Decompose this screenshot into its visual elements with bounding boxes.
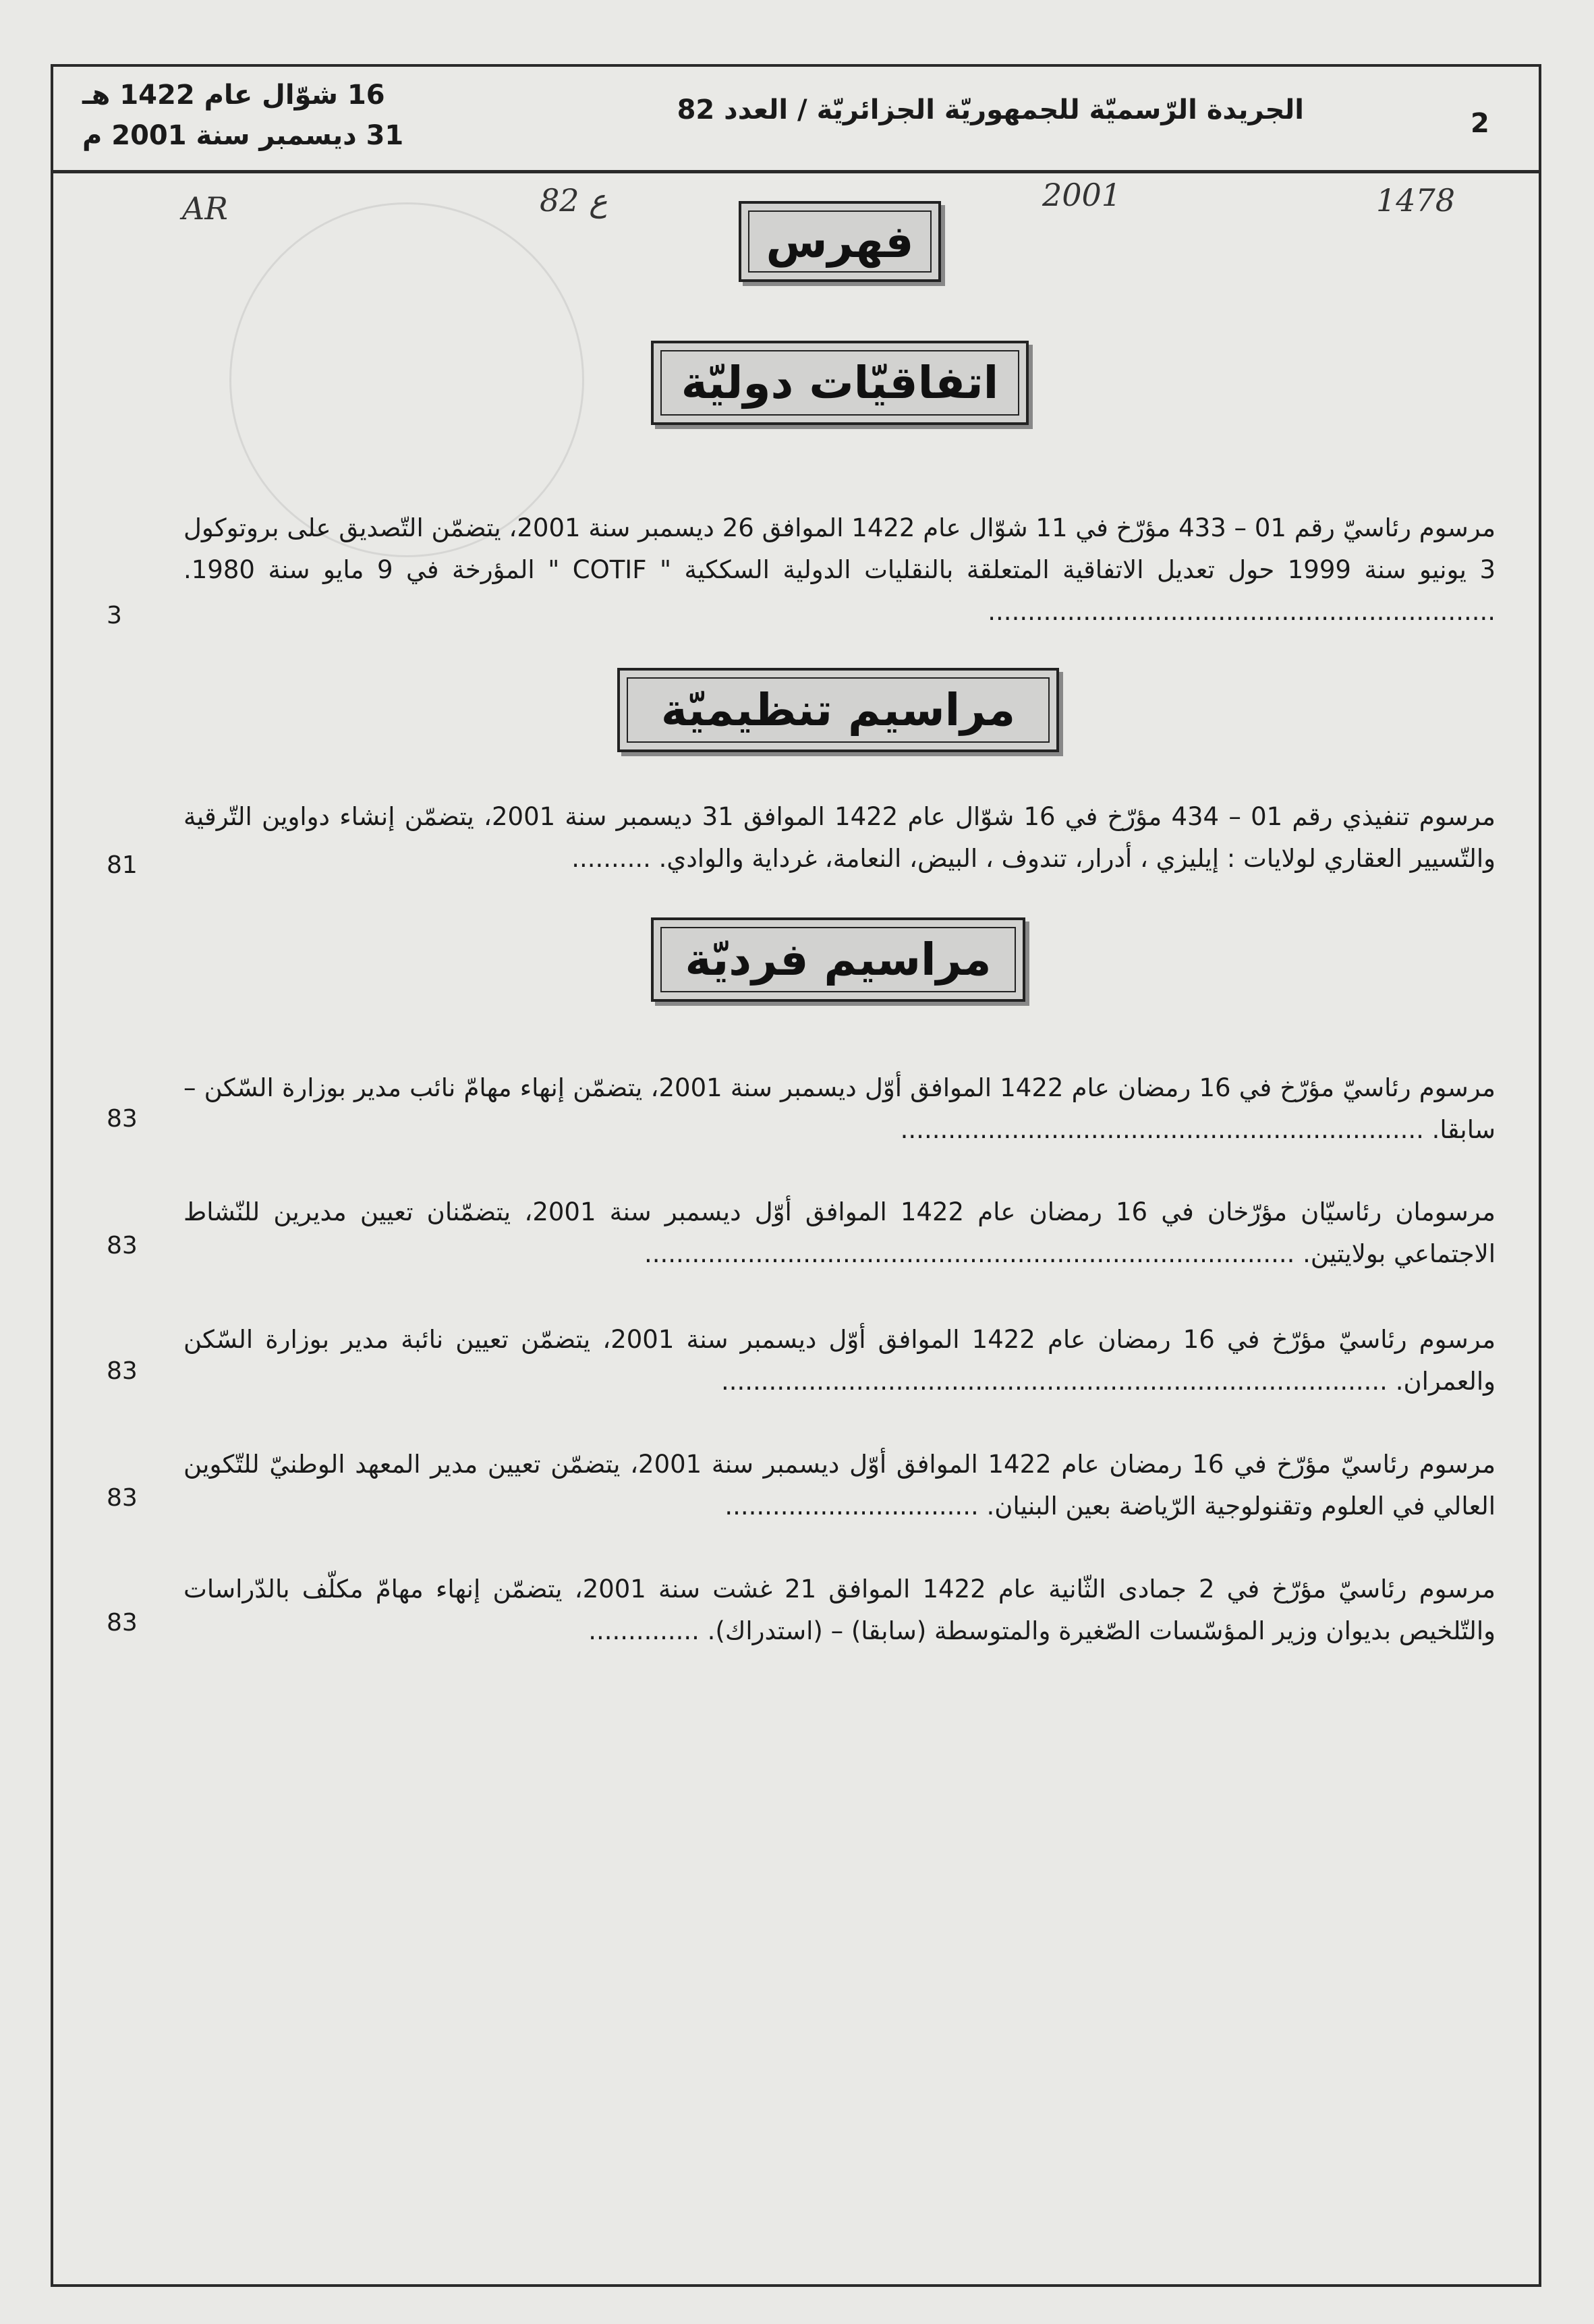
index-entry: مرسوم رئاسيّ مؤرّخ في 16 رمضان عام 1422 الموافق أوّل ديسمبر سنة 2001، يتضمّن إنهاء مهامّ نائب مدير بوزارة السّكن – سابقا. .................................................................. <box>183 1073 1496 1144</box>
section-title-individual-decrees: مراسيم فرديّة <box>651 917 1025 1002</box>
index-entry: مرسوم رئاسيّ مؤرّخ في 2 جمادى الثّانية عام 1422 الموافق 21 غشت سنة 2001، يتضمّن إنهاء مهامّ مكلّف بالدّراسات والتّلخيص بديوان وزير المؤسّسات الصّغيرة والمتوسطة (سابقا) – (استدراك). .............. <box>183 1575 1496 1645</box>
entry-page-number: 83 <box>107 1609 138 1637</box>
section-title-regulatory-decrees: مراسيم تنظيميّة <box>617 668 1059 752</box>
entry-page-number: 83 <box>107 1105 138 1133</box>
index-entry: مرسوم تنفيذي رقم 01 – 434 مؤرّخ في 16 شوّال عام 1422 الموافق 31 ديسمبر سنة 2001، يتضمّن إنشاء دواوين التّرقية والتّسيير العقاري لولايات : إيليزي ، أدرار، تندوف ، البيض، النعامة، غرداية والوادي. .......... <box>183 802 1496 873</box>
index-entry: مرسوم رئاسيّ رقم 01 – 433 مؤرّخ في 11 شوّال عام 1422 الموافق 26 ديسمبر سنة 2001، يتضمّن التّصديق على بروتوكول 3 يونيو سنة 1999 حول تعديل الاتفاقية المتعلقة بالنقليات الدولية السككية " COTIF " المؤرخة في 9 مايو سنة 1980. ................................................................ <box>183 513 1496 626</box>
entry-page-number: 83 <box>107 1232 138 1259</box>
journal-title: الجريدة الرّسميّة للجمهوريّة الجزائريّة / العدد 82 <box>677 94 1304 125</box>
index-entry: مرسومان رئاسيّان مؤرّخان في 16 رمضان عام 1422 الموافق أوّل ديسمبر سنة 2001، يتضمّنان تعيين مديرين للنّشاط الاجتماعي بولايتين. .................................................................................. <box>183 1197 1496 1268</box>
entry-page-number: 81 <box>107 851 138 879</box>
handwritten-annotation-left: AR <box>182 190 228 227</box>
index-entry: مرسوم رئاسيّ مؤرّخ في 16 رمضان عام 1422 الموافق أوّل ديسمبر سنة 2001، يتضمّن تعيين نائبة مدير بوزارة السّكن والعمران. .................................................................................... <box>183 1325 1496 1396</box>
section-title-international-agreements: اتفاقيّات دوليّة <box>651 341 1029 425</box>
handwritten-annotation-right: 1478 <box>1376 182 1456 219</box>
hijri-date: 16 شوّال عام 1422 هـ <box>82 80 385 111</box>
header-rule <box>51 170 1541 173</box>
index-title: فهرس <box>739 201 941 282</box>
entry-page-number: 3 <box>107 602 122 629</box>
handwritten-annotation-year: 2001 <box>1042 177 1122 213</box>
entry-page-number: 83 <box>107 1357 138 1385</box>
index-entry: مرسوم رئاسيّ مؤرّخ في 16 رمضان عام 1422 الموافق أوّل ديسمبر سنة 2001، يتضمّن تعيين مدير المعهد الوطنيّ للتّكوين العالي في العلوم وتقنولوجية الرّياضة بعين البنيان. ................................ <box>183 1450 1496 1521</box>
handwritten-annotation-issue: 82 ع <box>540 182 608 219</box>
gregorian-date: 31 ديسمبر سنة 2001 م <box>82 120 404 151</box>
entry-page-number: 83 <box>107 1484 138 1512</box>
page-number: 2 <box>1471 108 1489 139</box>
